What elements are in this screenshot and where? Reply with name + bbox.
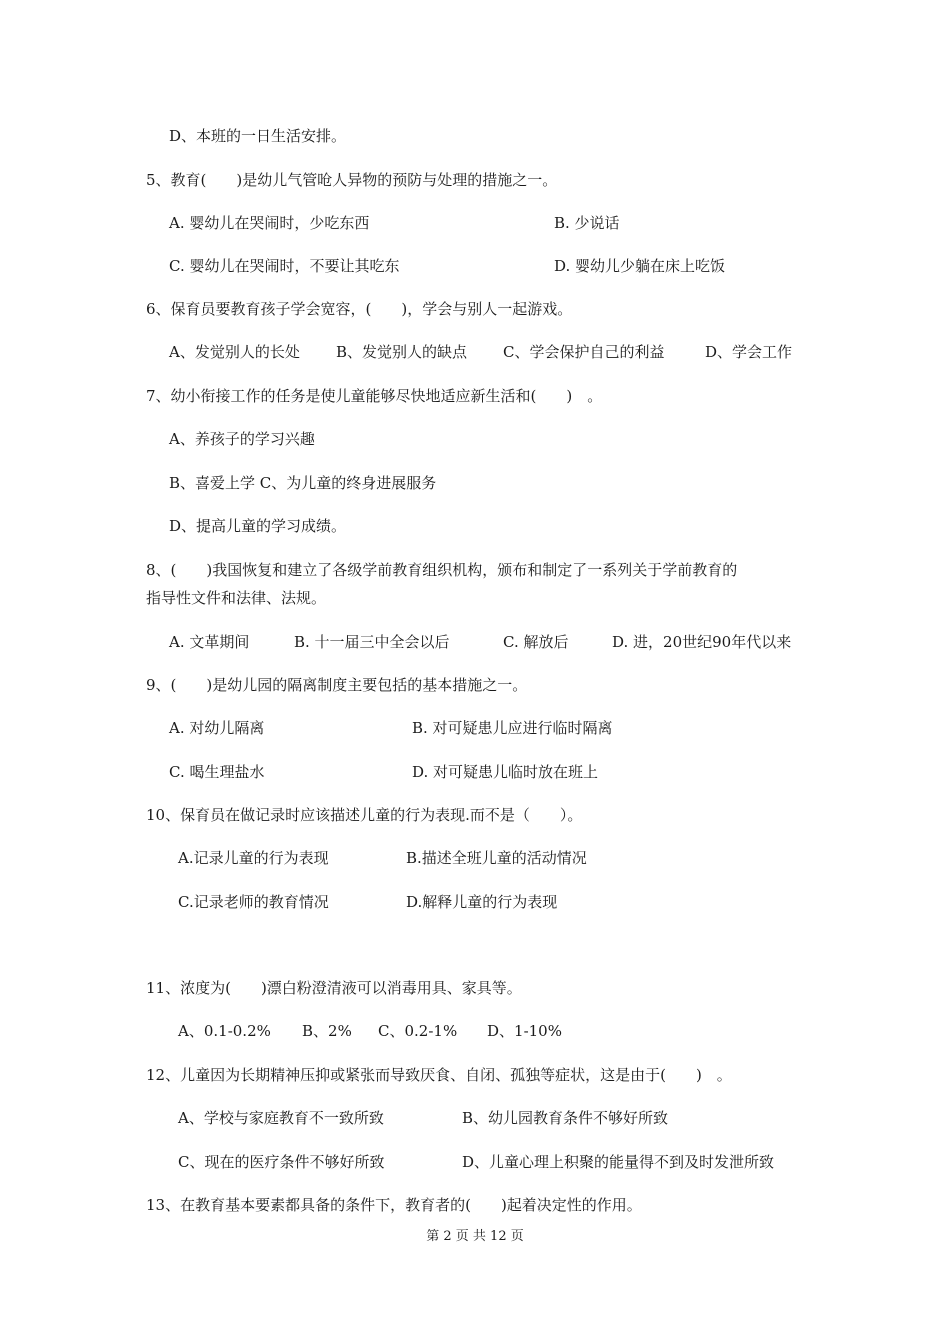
question-8-stem-line-2: 指导性文件和法律、法规。 [146, 589, 327, 607]
question-6-option-c: C、学会保护自己的利益 [503, 343, 665, 361]
question-7-option-d: D、提高儿童的学习成绩。 [169, 517, 347, 535]
question-7-option-a: A、养孩子的学习兴趣 [169, 430, 315, 448]
question-6-option-d: D、学会工作 [705, 343, 793, 361]
question-12-option-a: A、学校与家庭教育不一致所致 [178, 1109, 384, 1127]
question-5-option-c: C. 婴幼儿在哭闹时，不要让其吃东 [169, 257, 400, 275]
question-10-option-c: C.记录老师的教育情况 [178, 893, 329, 911]
question-8-option-b: B. 十一届三中全会以后 [294, 633, 450, 651]
option-d: D、本班的一日生活安排。 [169, 127, 347, 145]
question-11-option-a: A、0.1-0.2% [178, 1022, 271, 1040]
question-8-option-a: A. 文革期间 [169, 633, 250, 651]
question-9-stem: 9、( )是幼儿园的隔离制度主要包括的基本措施之一。 [146, 676, 528, 694]
question-10-option-d: D.解释儿童的行为表现 [406, 893, 558, 911]
question-8-option-c: C. 解放后 [503, 633, 569, 651]
question-9-option-b: B. 对可疑患儿应进行临时隔离 [412, 719, 613, 737]
question-5-stem: 5、教育( )是幼儿气管呛人异物的预防与处理的措施之一。 [146, 171, 558, 189]
question-5-option-b: B. 少说话 [554, 214, 620, 232]
question-11-stem: 11、浓度为( )漂白粉澄清液可以消毒用具、家具等。 [146, 979, 522, 997]
question-6-stem: 6、保育员要教育孩子学会宽容，( )，学会与别人一起游戏。 [146, 300, 573, 318]
page-number: 第 2 页 共 12 页 [426, 1229, 524, 1244]
question-5-option-a: A. 婴幼儿在哭闹时，少吃东西 [169, 214, 370, 232]
question-8-option-d: D. 进，20世纪90年代以来 [612, 633, 792, 651]
question-11-option-b: B、2% [302, 1022, 352, 1040]
question-10-option-b: B.描述全班儿童的活动情况 [406, 849, 587, 867]
question-10-option-a: A.记录儿童的行为表现 [178, 849, 329, 867]
question-6-option-b: B、发觉别人的缺点 [336, 343, 468, 361]
question-8-stem-line-1: 8、( )我国恢复和建立了各级学前教育组织机构，颁布和制定了一系列关于学前教育的 [146, 561, 738, 579]
question-12-option-d: D、儿童心理上积聚的能量得不到及时发泄所致 [462, 1153, 775, 1171]
question-9-option-d: D. 对可疑患儿临时放在班上 [412, 763, 599, 781]
question-7-option-bc: B、喜爱上学 C、为儿童的终身进展服务 [169, 474, 437, 492]
question-11-option-c: C、0.2-1% [378, 1022, 458, 1040]
question-12-option-b: B、幼儿园教育条件不够好所致 [462, 1109, 669, 1127]
question-10-stem: 10、保育员在做记录时应该描述儿童的行为表现.而不是（ ）。 [146, 806, 583, 824]
question-9-option-a: A. 对幼儿隔离 [169, 719, 265, 737]
question-5-option-d: D. 婴幼儿少躺在床上吃饭 [554, 257, 726, 275]
question-6-option-a: A、发觉别人的长处 [169, 343, 300, 361]
question-9-option-c: C. 喝生理盐水 [169, 763, 265, 781]
question-7-stem: 7、幼小衔接工作的任务是使儿童能够尽快地适应新生活和( ) 。 [146, 387, 603, 405]
question-12-option-c: C、现在的医疗条件不够好所致 [178, 1153, 385, 1171]
question-12-stem: 12、儿童因为长期精神压抑或紧张而导致厌食、自闭、孤独等症状，这是由于( ) 。 [146, 1066, 732, 1084]
question-11-option-d: D、1-10% [487, 1022, 562, 1040]
question-13-stem: 13、在教育基本要素都具备的条件下，教育者的( )起着决定性的作用。 [146, 1196, 642, 1214]
